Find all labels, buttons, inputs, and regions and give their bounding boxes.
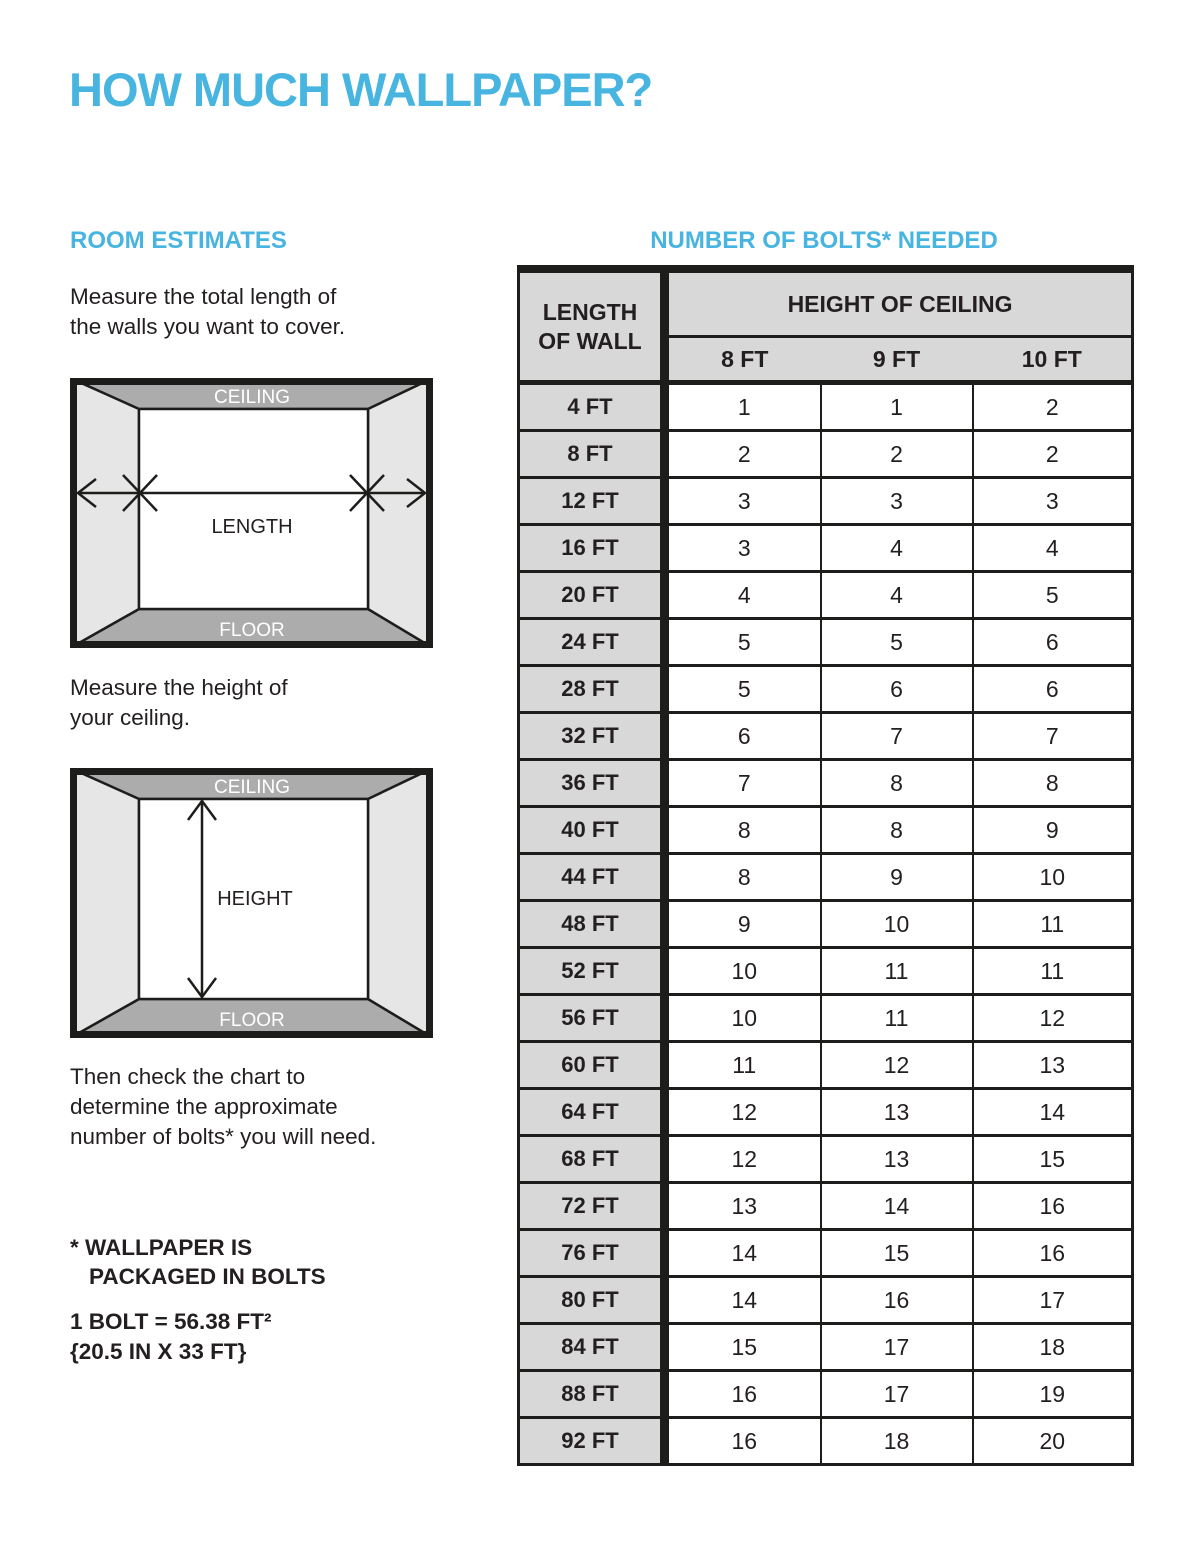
bolt-count-cell: 16 [973,1230,1133,1277]
bolt-count-cell: 13 [973,1042,1133,1089]
bolt-count-cell: 15 [821,1230,973,1277]
bolt-count-cell: 5 [665,666,821,713]
bolt-count-cell: 8 [665,807,821,854]
table-row [519,713,1133,760]
table-row [519,431,1133,478]
table-row [519,807,1133,854]
ceiling-label: CEILING [213,777,291,798]
table-row [519,995,1133,1042]
bolt-count-cell: 15 [665,1324,821,1371]
bolt-count-cell: 13 [821,1136,973,1183]
wall-length-cell: 84 FT [519,1324,665,1371]
wall-length-cell: 52 FT [519,948,665,995]
bolt-table-wrap [517,265,1134,1466]
bolt-count-cell: 8 [665,854,821,901]
table-row [519,1136,1133,1183]
height-room-diagram-svg [70,768,433,1038]
floor-label: FLOOR [219,1010,285,1031]
wall-length-cell: 76 FT [519,1230,665,1277]
left-wall [70,378,139,648]
instruction-measure-length [70,282,345,342]
wall-length-cell: 68 FT [519,1136,665,1183]
bolt-count-cell: 11 [665,1042,821,1089]
height-room-diagram [70,768,433,1038]
wall-length-cell: 28 FT [519,666,665,713]
bolt-count-cell: 10 [973,854,1133,901]
right-wall [368,378,433,648]
bolt-count-cell: 3 [665,525,821,572]
bolt-count-cell: 6 [973,666,1133,713]
bolt-count-cell: 6 [821,666,973,713]
bolt-count-cell: 2 [973,431,1133,478]
bolt-count-cell: 19 [973,1371,1133,1418]
bolt-count-cell: 9 [973,807,1133,854]
wallpaper-bolts-footnote [70,1233,326,1291]
table-row [519,948,1133,995]
bolt-count-cell: 4 [821,572,973,619]
table-row [519,1324,1133,1371]
bolt-count-cell: 4 [973,525,1133,572]
bolt-count-cell: 3 [665,478,821,525]
bolt-table [517,265,1134,1466]
bolt-count-cell: 1 [821,383,973,431]
page-title: HOW MUCH WALLPAPER? [69,63,653,116]
bolt-count-cell: 11 [973,948,1133,995]
table-row [519,619,1133,666]
wall-length-cell: 80 FT [519,1277,665,1324]
instruction-check-chart [70,1062,376,1152]
wall-header-line: OF WALL [538,327,642,354]
bolts-needed-heading: NUMBER OF BOLTS* NEEDED [650,227,998,254]
bolt-count-cell: 11 [821,948,973,995]
length-room-diagram [70,378,433,648]
bolt-count-cell: 4 [665,572,821,619]
bolt-spec-line: {20.5 IN X 33 FT} [70,1339,247,1364]
room-estimates-heading: ROOM ESTIMATES [70,227,287,254]
bolt-count-cell: 6 [665,713,821,760]
bolt-count-cell: 11 [973,901,1133,948]
table-row [519,666,1133,713]
bolt-count-cell: 5 [973,572,1133,619]
table-row [519,1042,1133,1089]
bolt-count-cell: 12 [973,995,1133,1042]
bolt-count-cell: 14 [665,1230,821,1277]
table-row [519,1277,1133,1324]
bolt-count-cell: 8 [821,807,973,854]
right-wall [368,768,433,1038]
bolt-count-cell: 17 [821,1371,973,1418]
instruction-line: determine the approximate [70,1094,338,1119]
bolt-count-cell: 7 [665,760,821,807]
table-row [519,1418,1133,1465]
bolt-count-cell: 5 [821,619,973,666]
wall-length-cell: 16 FT [519,525,665,572]
footnote-line: PACKAGED IN BOLTS [89,1264,326,1289]
wall-length-cell: 32 FT [519,713,665,760]
table-row [519,572,1133,619]
bolt-count-cell: 3 [821,478,973,525]
ceiling-9ft-header: 9 FT [821,337,973,383]
bolt-count-cell: 20 [973,1418,1133,1465]
footnote-line: * WALLPAPER IS [70,1235,253,1260]
wall-length-cell: 64 FT [519,1089,665,1136]
table-row [519,383,1133,431]
bolt-count-cell: 18 [973,1324,1133,1371]
wall-length-cell: 44 FT [519,854,665,901]
bolt-count-cell: 4 [821,525,973,572]
bolt-count-cell: 3 [973,478,1133,525]
length-room-diagram-svg [70,378,433,648]
ceiling-label: CEILING [213,387,291,408]
instruction-line: Then check the chart to [70,1064,306,1089]
bolt-count-cell: 10 [665,995,821,1042]
instruction-measure-height [70,673,288,733]
bolt-count-cell: 14 [665,1277,821,1324]
bolt-table-head [519,269,1133,383]
bolt-count-cell: 14 [973,1089,1133,1136]
bolt-count-cell: 2 [665,431,821,478]
bolt-count-cell: 16 [821,1277,973,1324]
bolt-count-cell: 10 [821,901,973,948]
table-row [519,1230,1133,1277]
bolt-spec-line: 1 BOLT = 56.38 FT² [70,1309,272,1334]
bolt-count-cell: 16 [665,1371,821,1418]
wall-length-cell: 48 FT [519,901,665,948]
bolt-count-cell: 5 [665,619,821,666]
table-row [519,901,1133,948]
instruction-line: the walls you want to cover. [70,314,346,339]
bolt-count-cell: 9 [821,854,973,901]
wall-length-cell: 56 FT [519,995,665,1042]
ceiling-height-header: HEIGHT OF CEILING [665,269,1133,337]
instruction-line: your ceiling. [70,705,191,730]
bolt-count-cell: 17 [973,1277,1133,1324]
left-wall [70,768,139,1038]
bolt-count-cell: 1 [665,383,821,431]
bolt-count-cell: 18 [821,1418,973,1465]
bolt-count-cell: 17 [821,1324,973,1371]
table-header-row [519,269,1133,337]
instruction-line: Measure the total length of [70,284,337,309]
bolt-count-cell: 15 [973,1136,1133,1183]
wall-length-cell: 92 FT [519,1418,665,1465]
table-row [519,1089,1133,1136]
bolt-count-cell: 6 [973,619,1133,666]
bolt-table-body [519,383,1133,1465]
wall-length-cell: 8 FT [519,431,665,478]
wall-length-cell: 36 FT [519,760,665,807]
instruction-line: Measure the height of [70,675,288,700]
wall-length-cell: 24 FT [519,619,665,666]
bolt-count-cell: 13 [665,1183,821,1230]
wall-length-header [519,269,665,383]
bolt-count-cell: 12 [665,1136,821,1183]
bolt-count-cell: 11 [821,995,973,1042]
bolt-count-cell: 9 [665,901,821,948]
wall-length-cell: 20 FT [519,572,665,619]
bolt-count-cell: 8 [973,760,1133,807]
bolt-size-spec [70,1307,272,1367]
instruction-line: number of bolts* you will need. [70,1124,377,1149]
bolt-count-cell: 14 [821,1183,973,1230]
bolt-count-cell: 16 [973,1183,1133,1230]
table-row [519,1183,1133,1230]
back-wall [139,409,368,609]
bolt-count-cell: 2 [821,431,973,478]
length-label: LENGTH [211,516,293,538]
wall-length-cell: 40 FT [519,807,665,854]
bolt-count-cell: 2 [973,383,1133,431]
ceiling-8ft-header: 8 FT [665,337,821,383]
wall-length-cell: 72 FT [519,1183,665,1230]
table-row [519,525,1133,572]
table-row [519,1371,1133,1418]
bolt-count-cell: 7 [973,713,1133,760]
bolt-count-cell: 10 [665,948,821,995]
bolt-count-cell: 13 [821,1089,973,1136]
floor-label: FLOOR [219,620,285,641]
wall-header-line: LENGTH [542,298,638,325]
bolt-count-cell: 7 [821,713,973,760]
height-label: HEIGHT [217,888,293,910]
bolt-count-cell: 8 [821,760,973,807]
wall-length-cell: 88 FT [519,1371,665,1418]
table-row [519,854,1133,901]
ceiling-10ft-header: 10 FT [973,337,1133,383]
wall-length-cell: 60 FT [519,1042,665,1089]
bolt-count-cell: 12 [821,1042,973,1089]
table-row [519,478,1133,525]
table-row [519,760,1133,807]
bolt-count-cell: 12 [665,1089,821,1136]
bolt-count-cell: 16 [665,1418,821,1465]
wall-length-cell: 12 FT [519,478,665,525]
wall-length-cell: 4 FT [519,383,665,431]
